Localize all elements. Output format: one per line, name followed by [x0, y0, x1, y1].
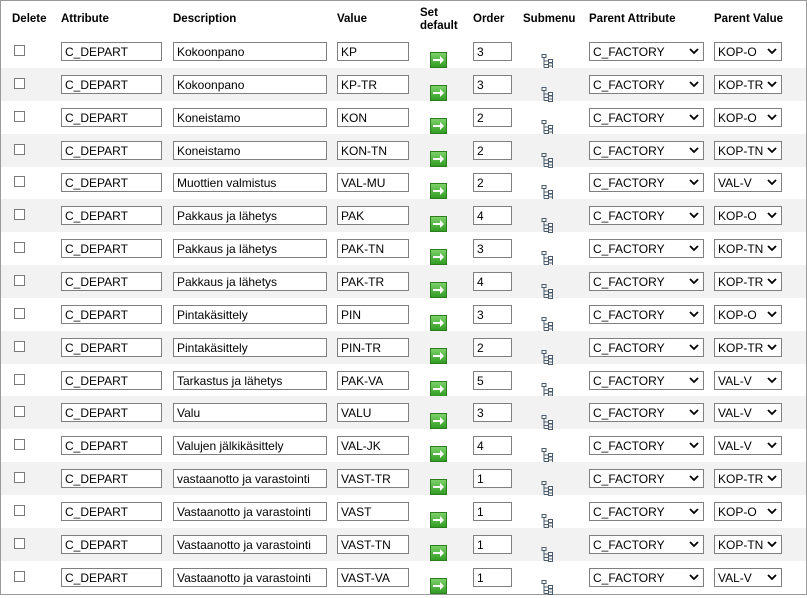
- parent-value-select[interactable]: [714, 403, 782, 422]
- chevron-down-icon: [688, 340, 700, 355]
- set-default-button[interactable]: [430, 249, 447, 265]
- attribute-input[interactable]: C_DEPART: [61, 338, 162, 357]
- set-default-button[interactable]: [430, 413, 447, 429]
- parent-attribute-selected: C_FACTORY: [593, 537, 665, 552]
- attribute-input[interactable]: C_DEPART: [61, 272, 162, 291]
- value-input[interactable]: VAST-TR: [337, 469, 409, 488]
- parent-value-select[interactable]: [714, 42, 782, 61]
- chevron-down-icon: [766, 471, 778, 486]
- order-input[interactable]: 1: [473, 469, 512, 488]
- description-input[interactable]: Pintakäsittely: [173, 338, 327, 357]
- parent-attribute-selected: C_FACTORY: [593, 45, 665, 59]
- parent-value-selected: KOP-TR: [718, 340, 764, 355]
- set-default-button[interactable]: [430, 52, 447, 68]
- value-input[interactable]: KON-TN: [337, 141, 409, 160]
- description-input[interactable]: Kokoonpano: [173, 75, 327, 94]
- attribute-input[interactable]: C_DEPART: [61, 42, 162, 61]
- chevron-down-icon: [766, 438, 778, 453]
- description-input[interactable]: Pintakäsittely: [173, 305, 327, 324]
- delete-checkbox[interactable]: [14, 439, 25, 450]
- parent-value-select[interactable]: [714, 535, 782, 554]
- submenu-button[interactable]: [541, 284, 554, 299]
- set-default-button[interactable]: [430, 348, 447, 364]
- set-default-button[interactable]: [430, 118, 447, 134]
- description-input[interactable]: Vastaanotto ja varastointi: [173, 568, 327, 587]
- parent-value-select[interactable]: [714, 436, 782, 455]
- parent-value-selected: KOP-O: [718, 504, 757, 519]
- parent-value-select[interactable]: [714, 75, 782, 94]
- parent-attribute-select[interactable]: [589, 206, 704, 225]
- attribute-input[interactable]: C_DEPART: [61, 141, 162, 160]
- col-header-parent-value: Parent Value: [714, 13, 784, 25]
- parent-value-select[interactable]: [714, 272, 782, 291]
- chevron-down-icon: [766, 504, 778, 519]
- parent-value-select[interactable]: [714, 239, 782, 258]
- parent-value-select[interactable]: [714, 108, 782, 127]
- value-input[interactable]: VAL-MU: [337, 173, 409, 192]
- value-input[interactable]: KON: [337, 108, 409, 127]
- chevron-down-icon: [766, 44, 778, 59]
- parent-value-selected: KOP-O: [718, 110, 757, 125]
- parent-attribute-select[interactable]: [589, 338, 704, 357]
- order-input[interactable]: 2: [473, 108, 512, 127]
- chevron-down-icon: [766, 110, 778, 125]
- col-header-set-default-line2: default: [420, 20, 458, 32]
- parent-value-select[interactable]: [714, 173, 782, 192]
- parent-value-selected: VAL-V: [718, 570, 752, 585]
- chevron-down-icon: [766, 274, 778, 289]
- parent-attribute-select[interactable]: [589, 469, 704, 488]
- delete-checkbox[interactable]: [14, 571, 25, 582]
- attribute-input[interactable]: C_DEPART: [61, 305, 162, 324]
- parent-attribute-select[interactable]: [589, 403, 704, 422]
- delete-checkbox[interactable]: [14, 78, 25, 89]
- submenu-button[interactable]: [541, 547, 554, 562]
- submenu-button[interactable]: [541, 317, 554, 332]
- delete-checkbox[interactable]: [14, 308, 25, 319]
- set-default-button[interactable]: [430, 183, 447, 199]
- description-input[interactable]: Valu: [173, 403, 327, 422]
- table-row: [1, 429, 806, 462]
- parent-value-select[interactable]: [714, 206, 782, 225]
- chevron-down-icon: [766, 307, 778, 322]
- chevron-down-icon: [688, 307, 700, 322]
- delete-checkbox[interactable]: [14, 176, 25, 187]
- parent-attribute-selected: C_FACTORY: [593, 209, 665, 224]
- submenu-button[interactable]: [541, 153, 554, 168]
- chevron-down-icon: [688, 570, 700, 585]
- value-input[interactable]: KP-TR: [337, 75, 409, 94]
- table-row: [1, 495, 806, 528]
- attribute-input[interactable]: C_DEPART: [61, 75, 162, 94]
- parent-value-selected: KOP-TN: [718, 242, 764, 257]
- set-default-button[interactable]: [430, 512, 447, 528]
- submenu-button[interactable]: [541, 54, 554, 69]
- parent-value-selected: KOP-O: [718, 209, 757, 224]
- set-default-button[interactable]: [430, 578, 447, 594]
- parent-attribute-selected: C_FACTORY: [593, 143, 665, 158]
- value-input[interactable]: VALU: [337, 403, 409, 422]
- order-input[interactable]: 4: [473, 206, 512, 225]
- set-default-button[interactable]: [430, 381, 447, 397]
- description-input[interactable]: Vastaanotto ja varastointi: [173, 502, 327, 521]
- delete-checkbox[interactable]: [14, 406, 25, 417]
- attribute-input[interactable]: C_DEPART: [61, 239, 162, 258]
- chevron-down-icon: [766, 175, 778, 190]
- attribute-input[interactable]: C_DEPART: [61, 469, 162, 488]
- parent-attribute-select[interactable]: [589, 305, 704, 324]
- set-default-button[interactable]: [430, 446, 447, 462]
- parent-value-selected: VAL-V: [718, 176, 752, 191]
- col-header-description: Description: [173, 13, 237, 25]
- tree-hierarchy-icon: [541, 584, 554, 598]
- col-header-attribute: Attribute: [61, 13, 109, 25]
- parent-attribute-selected: C_FACTORY: [593, 274, 665, 289]
- parent-value-select[interactable]: [714, 305, 782, 324]
- col-header-submenu: Submenu: [523, 13, 576, 25]
- parent-attribute-selected: C_FACTORY: [593, 110, 665, 125]
- value-input[interactable]: VAST-TN: [337, 535, 409, 554]
- parent-value-select[interactable]: [714, 469, 782, 488]
- attribute-input[interactable]: C_DEPART: [61, 535, 162, 554]
- attribute-input[interactable]: C_DEPART: [61, 436, 162, 455]
- order-input[interactable]: 1: [473, 535, 512, 554]
- order-input[interactable]: 5: [473, 371, 512, 390]
- table-row: [1, 35, 806, 68]
- parent-attribute-selected: C_FACTORY: [593, 406, 665, 421]
- description-input[interactable]: Pakkaus ja lähetys: [173, 272, 327, 291]
- parent-attribute-selected: C_FACTORY: [593, 242, 665, 257]
- delete-checkbox[interactable]: [14, 341, 25, 352]
- delete-checkbox[interactable]: [14, 538, 25, 549]
- description-input[interactable]: Vastaanotto ja varastointi: [173, 535, 327, 554]
- chevron-down-icon: [688, 143, 700, 158]
- description-input[interactable]: Pakkaus ja lähetys: [173, 206, 327, 225]
- chevron-down-icon: [766, 570, 778, 585]
- attribute-input[interactable]: C_DEPART: [61, 108, 162, 127]
- submenu-button[interactable]: [541, 383, 554, 398]
- delete-checkbox[interactable]: [14, 144, 25, 155]
- submenu-button[interactable]: [541, 87, 554, 102]
- chevron-down-icon: [766, 373, 778, 388]
- table-row: [1, 364, 806, 397]
- delete-checkbox[interactable]: [14, 45, 25, 56]
- description-input[interactable]: Koneistamo: [173, 108, 327, 127]
- set-default-button[interactable]: [430, 151, 447, 167]
- chevron-down-icon: [688, 77, 700, 92]
- set-default-button[interactable]: [430, 479, 447, 495]
- description-input[interactable]: Koneistamo: [173, 141, 327, 160]
- parent-attribute-select[interactable]: [589, 173, 704, 192]
- table-header: [1, 1, 806, 35]
- chevron-down-icon: [688, 537, 700, 552]
- chevron-down-icon: [766, 208, 778, 223]
- table-row: [1, 265, 806, 298]
- parent-attribute-selected: C_FACTORY: [593, 340, 665, 355]
- order-input[interactable]: 4: [473, 272, 512, 291]
- parent-value-selected: VAL-V: [718, 373, 752, 388]
- parent-attribute-select[interactable]: [589, 108, 704, 127]
- parent-attribute-select[interactable]: [589, 239, 704, 258]
- value-input[interactable]: PAK: [337, 206, 409, 225]
- set-default-button[interactable]: [430, 315, 447, 331]
- col-header-set-default: [420, 7, 458, 33]
- parent-value-select[interactable]: [714, 371, 782, 390]
- parent-attribute-selected: C_FACTORY: [593, 77, 665, 92]
- description-input[interactable]: Kokoonpano: [173, 42, 327, 61]
- parent-value-selected: VAL-V: [718, 406, 752, 421]
- description-input[interactable]: Tarkastus ja lähetys: [173, 371, 327, 390]
- parent-attribute-select[interactable]: [589, 141, 704, 160]
- table-row: [1, 298, 806, 331]
- chevron-down-icon: [688, 471, 700, 486]
- order-input[interactable]: 3: [473, 305, 512, 324]
- submenu-button[interactable]: [541, 580, 554, 595]
- order-input[interactable]: 3: [473, 42, 512, 61]
- parent-value-select[interactable]: [714, 568, 782, 587]
- value-input[interactable]: PAK-TN: [337, 239, 409, 258]
- chevron-down-icon: [688, 241, 700, 256]
- submenu-button[interactable]: [541, 415, 554, 430]
- order-input[interactable]: 3: [473, 403, 512, 422]
- set-default-button[interactable]: [430, 545, 447, 561]
- attribute-input[interactable]: C_DEPART: [61, 502, 162, 521]
- attribute-input[interactable]: C_DEPART: [61, 173, 162, 192]
- submenu-button[interactable]: [541, 185, 554, 200]
- submenu-button[interactable]: [541, 251, 554, 266]
- submenu-button[interactable]: [541, 514, 554, 529]
- parent-attribute-select[interactable]: [589, 502, 704, 521]
- value-input[interactable]: PIN-TR: [337, 338, 409, 357]
- value-input[interactable]: VAL-JK: [337, 436, 409, 455]
- table-row: [1, 199, 806, 232]
- parent-attribute-selected: C_FACTORY: [593, 504, 665, 519]
- parent-value-selected: KOP-TR: [718, 77, 764, 92]
- parent-attribute-selected: C_FACTORY: [593, 570, 665, 585]
- delete-checkbox[interactable]: [14, 505, 25, 516]
- parent-value-selected: KOP-TR: [718, 472, 764, 487]
- set-default-button[interactable]: [430, 216, 447, 232]
- description-input[interactable]: vastaanotto ja varastointi: [173, 469, 327, 488]
- chevron-down-icon: [688, 405, 700, 420]
- chevron-down-icon: [688, 110, 700, 125]
- order-input[interactable]: 4: [473, 436, 512, 455]
- chevron-down-icon: [688, 175, 700, 190]
- table-row: [1, 331, 806, 364]
- submenu-button[interactable]: [541, 218, 554, 233]
- parent-value-selected: KOP-TN: [718, 537, 764, 552]
- table-row: [1, 528, 806, 561]
- col-header-delete: Delete: [12, 13, 47, 25]
- chevron-down-icon: [688, 208, 700, 223]
- attribute-input[interactable]: C_DEPART: [61, 206, 162, 225]
- table-row: [1, 68, 806, 101]
- parent-attribute-select[interactable]: [589, 371, 704, 390]
- submenu-button[interactable]: [541, 481, 554, 496]
- submenu-button[interactable]: [541, 448, 554, 463]
- order-input[interactable]: 3: [473, 75, 512, 94]
- parent-value-select[interactable]: [714, 141, 782, 160]
- value-input[interactable]: KP: [337, 42, 409, 61]
- chevron-down-icon: [766, 405, 778, 420]
- description-input[interactable]: Muottien valmistus: [173, 173, 327, 192]
- chevron-down-icon: [688, 373, 700, 388]
- value-input[interactable]: VAST-VA: [337, 568, 409, 587]
- chevron-down-icon: [688, 274, 700, 289]
- chevron-down-icon: [766, 340, 778, 355]
- set-default-button[interactable]: [430, 85, 447, 101]
- order-input[interactable]: 2: [473, 141, 512, 160]
- parent-attribute-select[interactable]: [589, 272, 704, 291]
- table-row: [1, 134, 806, 167]
- description-input[interactable]: Pakkaus ja lähetys: [173, 239, 327, 258]
- table-row: [1, 462, 806, 495]
- value-input[interactable]: VAST: [337, 502, 409, 521]
- parent-attribute-select[interactable]: [589, 535, 704, 554]
- description-input[interactable]: Valujen jälkikäsittely: [173, 436, 327, 455]
- col-header-parent-attribute: Parent Attribute: [589, 13, 676, 25]
- chevron-down-icon: [688, 504, 700, 519]
- attribute-input[interactable]: C_DEPART: [61, 568, 162, 587]
- value-input[interactable]: PAK-TR: [337, 272, 409, 291]
- chevron-down-icon: [688, 44, 700, 59]
- table-row: [1, 396, 806, 429]
- chevron-down-icon: [766, 77, 778, 92]
- parent-value-selected: KOP-TN: [718, 143, 764, 158]
- chevron-down-icon: [766, 143, 778, 158]
- order-input[interactable]: 2: [473, 173, 512, 192]
- parent-attribute-select[interactable]: [589, 42, 704, 61]
- green-arrow-right-icon: [430, 583, 447, 597]
- parent-value-select[interactable]: [714, 502, 782, 521]
- col-header-value: Value: [337, 13, 368, 25]
- value-input[interactable]: PIN: [337, 305, 409, 324]
- delete-checkbox[interactable]: [14, 209, 25, 220]
- submenu-button[interactable]: [541, 120, 554, 135]
- table-row: [1, 561, 806, 594]
- delete-checkbox[interactable]: [14, 275, 25, 286]
- parent-value-selected: KOP-TR: [718, 274, 764, 289]
- table-row: [1, 101, 806, 134]
- table-row: [1, 166, 806, 199]
- parent-attribute-select[interactable]: [589, 436, 704, 455]
- parent-value-selected: VAL-V: [718, 439, 752, 454]
- chevron-down-icon: [766, 241, 778, 256]
- col-header-set-default-line1: Set: [420, 7, 438, 19]
- attribute-input[interactable]: C_DEPART: [61, 403, 162, 422]
- delete-checkbox[interactable]: [14, 374, 25, 385]
- order-input[interactable]: 3: [473, 239, 512, 258]
- parent-attribute-select[interactable]: [589, 75, 704, 94]
- parent-attribute-selected: C_FACTORY: [593, 373, 665, 388]
- parent-value-select[interactable]: [714, 338, 782, 357]
- order-input[interactable]: 2: [473, 338, 512, 357]
- parent-attribute-selected: C_FACTORY: [593, 307, 665, 322]
- parent-attribute-select[interactable]: [589, 568, 704, 587]
- order-input[interactable]: 1: [473, 502, 512, 521]
- submenu-button[interactable]: [541, 350, 554, 365]
- parent-attribute-selected: C_FACTORY: [593, 176, 665, 191]
- attribute-input[interactable]: C_DEPART: [61, 371, 162, 390]
- delete-checkbox[interactable]: [14, 111, 25, 122]
- table-row: [1, 232, 806, 265]
- chevron-down-icon: [688, 438, 700, 453]
- chevron-down-icon: [766, 537, 778, 552]
- parent-attribute-selected: C_FACTORY: [593, 439, 665, 454]
- value-input[interactable]: PAK-VA: [337, 371, 409, 390]
- parent-attribute-selected: C_FACTORY: [593, 472, 665, 487]
- delete-checkbox[interactable]: [14, 472, 25, 483]
- parent-value-selected: KOP-O: [718, 307, 757, 322]
- delete-checkbox[interactable]: [14, 242, 25, 253]
- set-default-button[interactable]: [430, 282, 447, 298]
- order-input[interactable]: 1: [473, 568, 512, 587]
- parent-value-selected: KOP-O: [718, 45, 757, 59]
- col-header-order: Order: [473, 13, 505, 25]
